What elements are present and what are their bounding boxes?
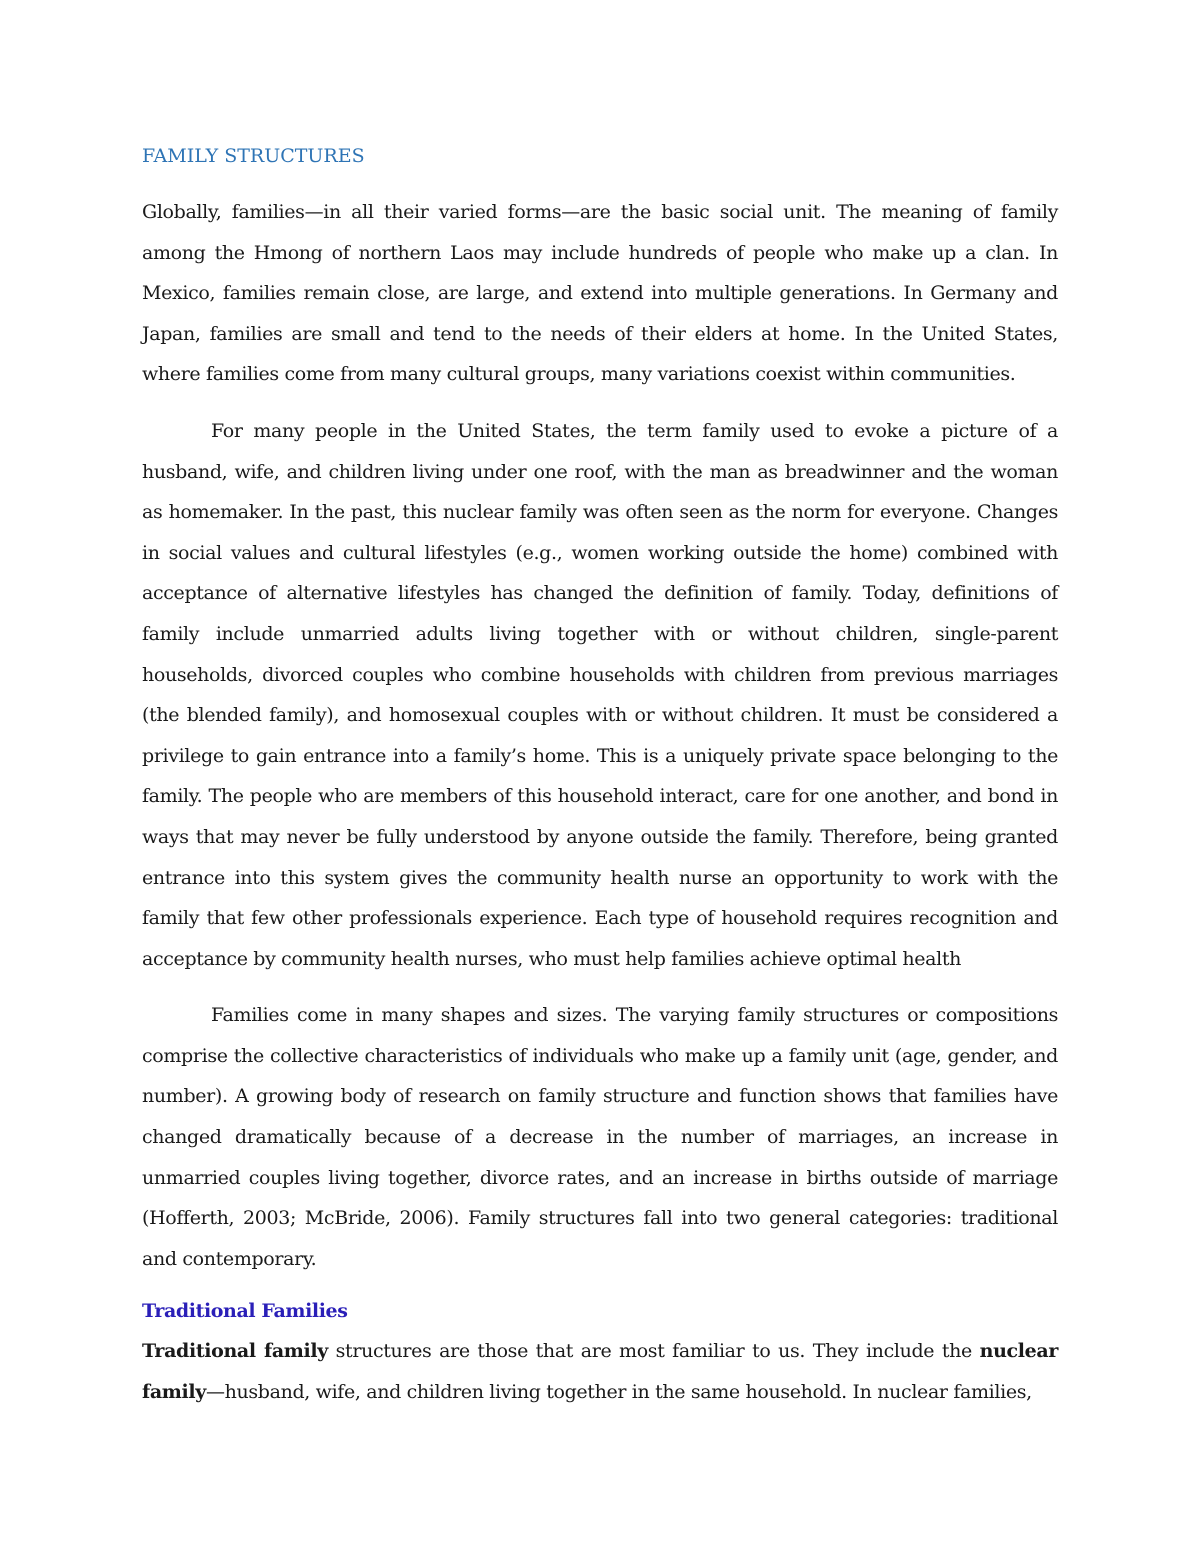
- document-content: [142, 140, 1058, 1413]
- paragraph-us-families: For many people in the United States, the term family used to evoke a picture of a husband, wife, and children living under one roof, with the man as breadwinner and the woman as homemaker. In the past, this nuclear family was often seen as the norm for everyone. Changes in social values and cultural lifestyles (e.g., women working outside the home) combined with acceptance of alternative lifestyles has changed the definition of family. Today, definitions of family include unmarried adults living together with or without children, single-parent households, divorced couples who combine households with children from previous marriages (the blended family), and homosexual couples with or without children. It must be considered a privilege to gain entrance into a family’s home. This is a uniquely private space belonging to the family. The people who are members of this household interact, care for one another, and bond in ways that may never be fully understood by anyone outside the family. Therefore, being granted entrance into this system gives the community health nurse an opportunity to work with the family that few other professionals experience. Each type of household requires recognition and acceptance by community health nurses, who must help families achieve optimal health: [142, 419, 1058, 970]
- term-nuclear-family: nuclear family: [142, 1340, 1058, 1404]
- paragraph-family-shapes: Families come in many shapes and sizes. The varying family structures or compositions comprise the collective characteristics of individuals who make up a family unit (age, gender, and number). A growing body of research on family structure and function shows that families have changed dramatically because of a decrease in the number of marriages, an increase in unmarried couples living together, divorce rates, and an increase in births outside of marriage (Hofferth, 2003; McBride, 2006). Family structures fall into two general categories: traditional and contemporary.: [142, 1004, 1058, 1270]
- paragraph-global-families: Globally, families—in all their varied forms—are the basic social unit. The meaning of family among the Hmong of northern Laos may include hundreds of people who make up a clan. In Mexico, families remain close, are large, and extend into multiple generations. In Germany and Japan, families are small and tend to the needs of their elders at home. In the United States, where families come from many cultural groups, many variations coexist within communities.: [142, 201, 1058, 386]
- term-traditional-family: Traditional family: [142, 1340, 328, 1363]
- paragraph-traditional-family: [142, 1331, 1058, 1412]
- section-heading-traditional-families: Traditional Families: [142, 1300, 348, 1323]
- text-traditional-definition: structures are those that are most familiar to us. They include the: [327, 1340, 980, 1363]
- text-nuclear-definition: —husband, wife, and children living together in the same household. In nuclear families,: [205, 1381, 1032, 1404]
- document-title: FAMILY STRUCTURES: [142, 145, 365, 167]
